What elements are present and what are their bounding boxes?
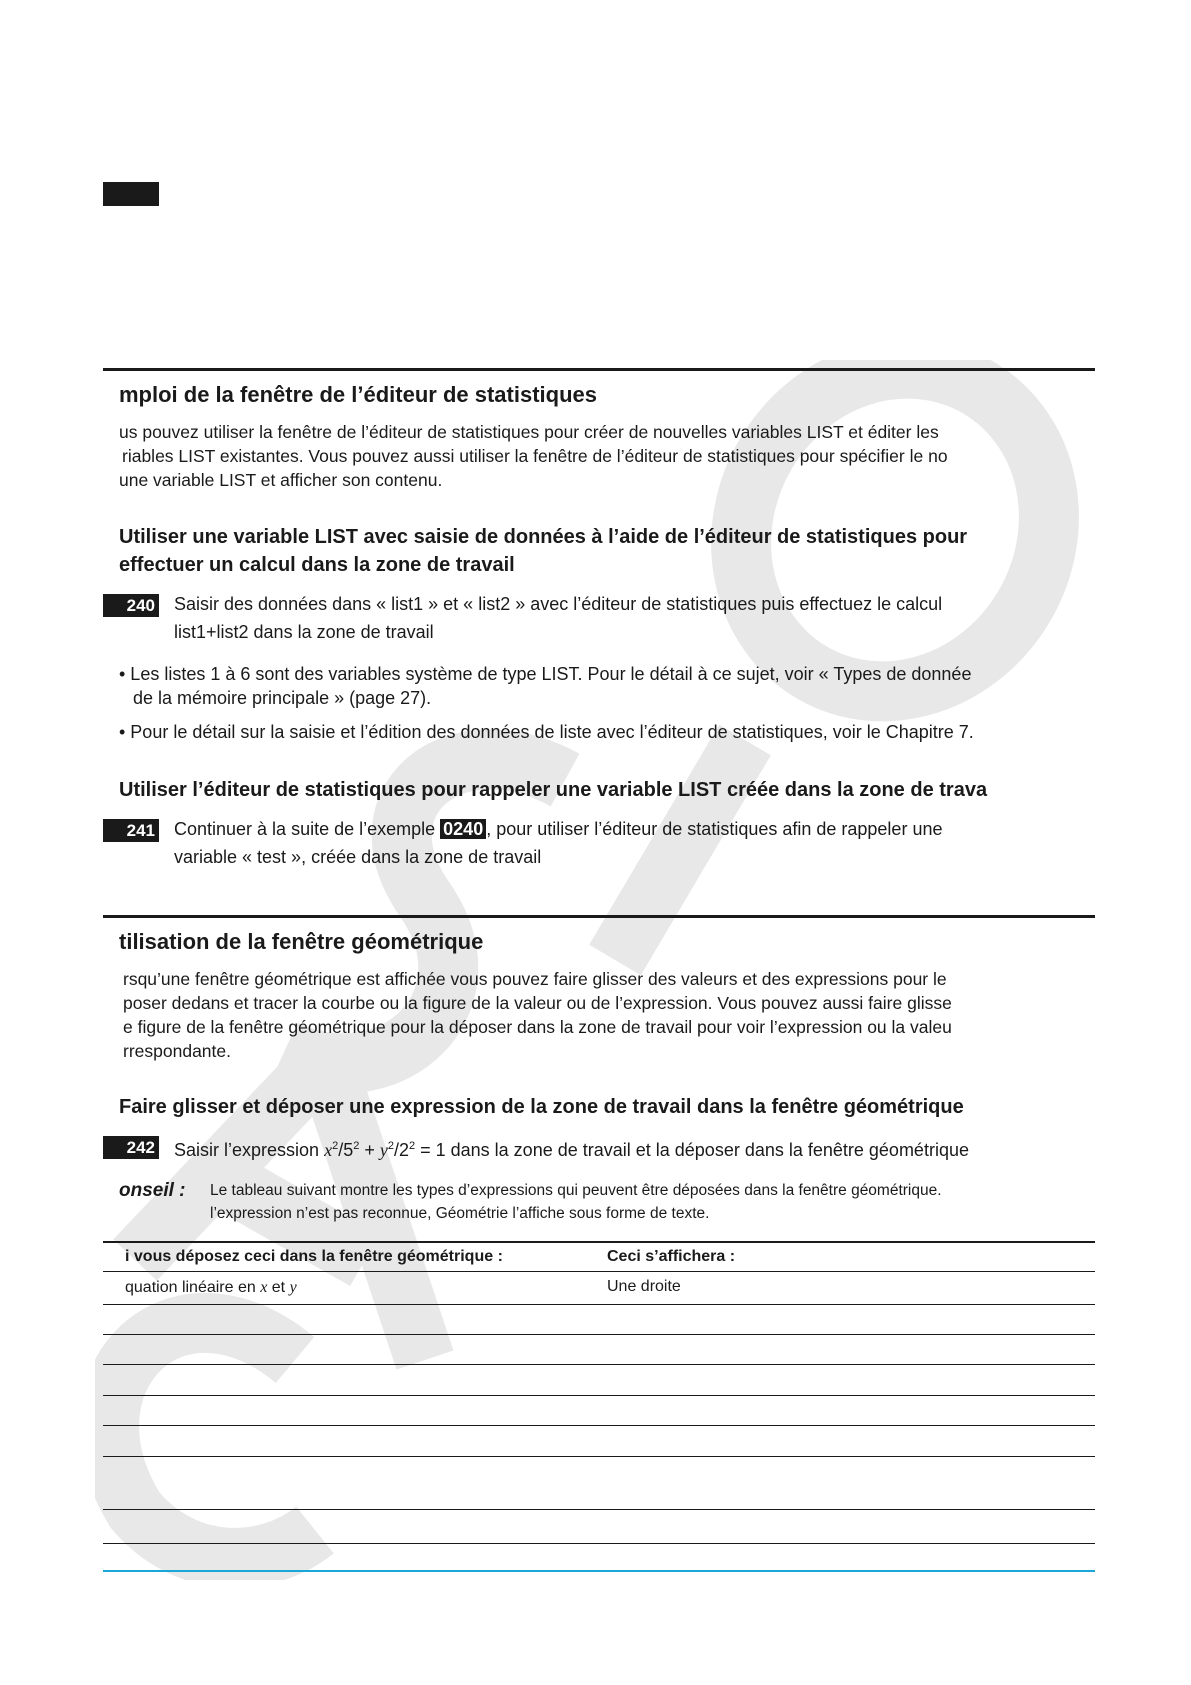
subsection-heading: Utiliser l’éditeur de statistiques pour rappeler une variable LIST créée dans la zone de trava: [119, 779, 988, 801]
example-text-part: Continuer à la suite de l’exemple: [174, 819, 441, 839]
section-intro: [119, 420, 948, 492]
example-text: [174, 590, 942, 646]
example-text-part: , pour utiliser l’éditeur de statistiques afin de rappeler une: [486, 819, 943, 839]
example-badge: 240: [103, 594, 159, 617]
intro-line: e figure de la fenêtre géométrique pour la déposer dans la zone de travail pour voir l’expression ou la valeu: [123, 1017, 952, 1037]
section-intro: [123, 967, 952, 1063]
subsection-heading-line: effectuer un calcul dans la zone de travail: [119, 554, 515, 576]
example-ref-link[interactable]: 0240: [440, 819, 486, 839]
table-row-rule: [103, 1395, 1095, 1396]
intro-line: une variable LIST et afficher son contenu.: [119, 470, 443, 490]
tip-label: onseil :: [119, 1180, 186, 1201]
example-badge: 242: [103, 1136, 159, 1159]
subsection-heading-line: Utiliser une variable LIST avec saisie de données à l’aide de l’éditeur de statistiques pour: [119, 526, 968, 548]
table-rule: [103, 1271, 1095, 1272]
table-rule: [103, 1241, 1095, 1243]
bullet-line: • Les listes 1 à 6 sont des variables système de type LIST. Pour le détail à ce sujet, voir « Types de donnée: [119, 664, 972, 684]
intro-line: rrespondante.: [123, 1041, 231, 1061]
footer-rule: [103, 1570, 1095, 1572]
table-header-col1: i vous déposez ceci dans la fenêtre géométrique :: [125, 1248, 503, 1265]
section-title: tilisation de la fenêtre géométrique: [119, 929, 484, 954]
bullet-line: • Pour le détail sur la saisie et l’édition des données de liste avec l’éditeur de statistiques, voir le Chapitre 7.: [119, 722, 974, 742]
example-text-part: /2: [393, 1140, 409, 1160]
intro-line: rsqu’une fenêtre géométrique est affichée vous pouvez faire glisser des valeurs et des expressions pour le: [123, 969, 947, 989]
example-text: [174, 1132, 969, 1164]
bullet-item: [119, 662, 971, 710]
example-text-part: = 1 dans la zone de travail et la déposer dans la fenêtre géométrique: [415, 1140, 969, 1160]
example-text-part: +: [359, 1140, 380, 1160]
subsection-heading: [119, 523, 967, 579]
math-exponent: 2: [332, 1140, 339, 1152]
table-row-rule: [103, 1425, 1095, 1426]
table-row-rule: [103, 1456, 1095, 1457]
table-header-col2: Ceci s’affichera :: [607, 1248, 736, 1265]
math-variable: y: [289, 1279, 297, 1296]
section-rule: [103, 915, 1095, 918]
example-line: Saisir des données dans « list1 » et « list2 » avec l’éditeur de statistiques puis effectuez le calcul: [174, 594, 943, 614]
math-variable: x: [260, 1279, 268, 1296]
intro-line: poser dedans et tracer la courbe ou la figure de la valeur ou de l’expression. Vous pouvez aussi faire glisse: [123, 993, 952, 1013]
example-line: variable « test », créée dans la zone de travail: [174, 847, 542, 867]
bullet-item: [119, 720, 974, 744]
table-cell: [125, 1279, 297, 1297]
math-exponent: 2: [408, 1140, 416, 1152]
table-row-rule: [103, 1543, 1095, 1544]
table-cell-text: quation linéaire en: [125, 1279, 261, 1296]
tip-line: Le tableau suivant montre les types d’expressions qui peuvent être déposées dans la fenêtre géométrique.: [210, 1182, 942, 1199]
example-text-part: /5: [338, 1140, 354, 1160]
subsection-heading: Faire glisser et déposer une expression de la zone de travail dans la fenêtre géométrique: [119, 1096, 964, 1118]
example-badge: 241: [103, 819, 159, 842]
math-variable: x: [324, 1140, 333, 1160]
example-text: [174, 815, 942, 871]
table-row-rule: [103, 1334, 1095, 1335]
chapter-tab: [103, 182, 159, 206]
example-line: [174, 815, 942, 843]
math-variable: y: [379, 1140, 388, 1160]
table-cell-text: et: [267, 1279, 290, 1296]
section-title: mploi de la fenêtre de l’éditeur de statistiques: [119, 382, 598, 407]
table-row-rule: [103, 1509, 1095, 1510]
table-row-rule: [103, 1304, 1095, 1305]
table-cell: Une droite: [607, 1278, 681, 1295]
tip-text: [210, 1179, 942, 1225]
section-rule: [103, 368, 1095, 371]
math-exponent: 2: [353, 1140, 360, 1152]
math-exponent: 2: [387, 1140, 394, 1152]
intro-line: us pouvez utiliser la fenêtre de l’éditeur de statistiques pour créer de nouvelles variables LIST et éditer les: [119, 422, 939, 442]
example-line: list1+list2 dans la zone de travail: [174, 622, 434, 642]
bullet-line: de la mémoire principale » (page 27).: [133, 688, 432, 708]
table-row-rule: [103, 1364, 1095, 1365]
tip-line: l’expression n’est pas reconnue, Géométrie l’affiche sous forme de texte.: [210, 1205, 710, 1222]
intro-line: riables LIST existantes. Vous pouvez aussi utiliser la fenêtre de l’éditeur de statistiques pour spécifier le no: [122, 446, 948, 466]
example-text-part: Saisir l’expression: [174, 1140, 325, 1160]
